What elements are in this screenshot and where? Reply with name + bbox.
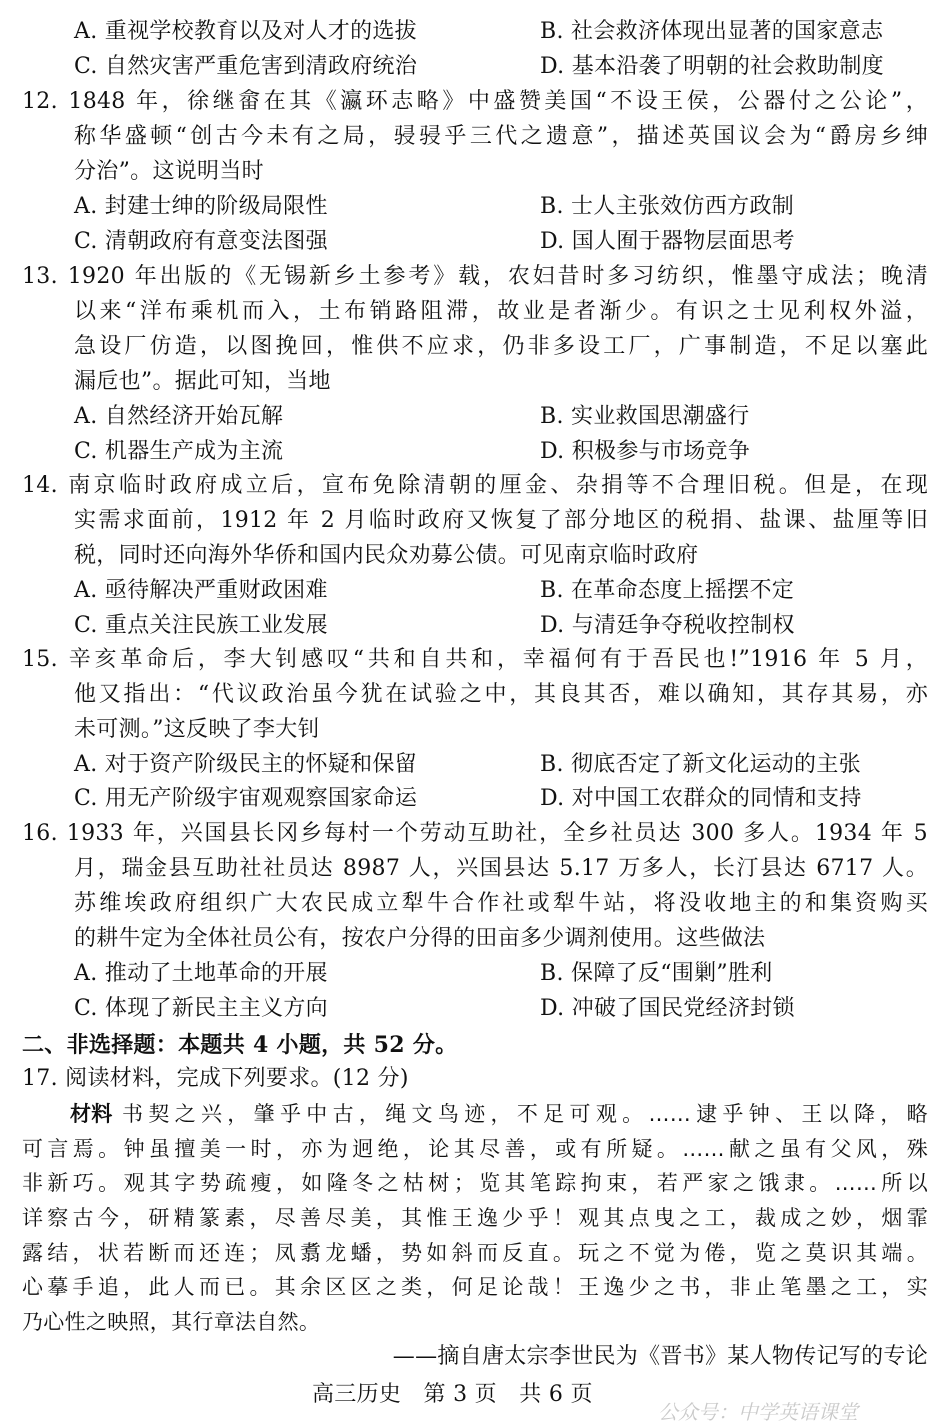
q13-option-a: A. 自然经济开始瓦解 [74, 404, 284, 429]
q14-option-d: D. 与清廷争夺税收控制权 [540, 613, 795, 638]
q16-option-a: A. 推动了土地革命的开展 [74, 961, 328, 986]
q13-option-d: D. 积极参与市场竞争 [540, 439, 751, 464]
q14-stem-line-2: 实需求面前，1912 年 2 月临时政府又恢复了部分地区的税捐、盐课、盐厘等旧 [74, 508, 928, 533]
q11-option-b: B. 社会救济体现出显著的国家意志 [540, 19, 884, 44]
q14-option-c: C. 重点关注民族工业发展 [74, 613, 328, 638]
q13-stem-line-2: 以来“洋布乘机而入，土布销路阻滞，故业是者渐少。有识之士见利权外溢， [74, 299, 928, 324]
q16-stem-line-4: 的耕牛定为全体社员公有，按农户分得的田亩多少调剂使用。这些做法 [74, 926, 766, 951]
q14-option-a: A. 亟待解决严重财政困难 [74, 578, 328, 603]
section-heading: 二、非选择题：本题共 4 小题，共 52 分。 [22, 1032, 458, 1058]
q12-stem-line-2: 称华盛顿“创古今未有之局，骎骎乎三代之遗意”，描述英国议会为“爵房乡绅 [74, 124, 928, 149]
q15-option-a: A. 对于资产阶级民主的怀疑和保留 [74, 752, 417, 777]
material-line-1: 书契之兴，肇乎中古，绳文鸟迹，不足可观。……逮乎钟、王以降，略 [122, 1102, 928, 1126]
q15-stem-line-1: 15. 辛亥革命后，李大钊感叹“共和自共和，幸福何有于吾民也!”1916 年 5 月， [22, 647, 928, 672]
q16-stem-line-1: 16. 1933 年，兴国县长冈乡每村一个劳动互助社，全乡社员达 300 多人。1934 年 5 [22, 821, 928, 846]
material-source: ——摘自唐太宗李世民为《晋书》某人物传记写的专论 [392, 1344, 928, 1369]
q12-stem-line-1: 12. 1848 年，徐继畲在其《瀛环志略》中盛赞美国“不设王侯，公器付之公论”， [22, 89, 928, 114]
q15-stem-line-2: 他又指出：“代议政治虽今犹在试验之中，其良其否，难以确知，其存其易，亦 [74, 682, 928, 707]
watermark: 公众号：中学英语课堂 [658, 1400, 858, 1424]
q16-stem-line-3: 苏维埃政府组织广大农民成立犁牛合作社或犁牛站，将没收地主的和集资购买 [74, 891, 928, 916]
q12-option-d: D. 国人囿于器物层面思考 [540, 229, 795, 254]
q11-option-a: A. 重视学校教育以及对人才的选拔 [74, 19, 417, 44]
q13-stem-line-1: 13. 1920 年出版的《无锡新乡土参考》载，农妇昔时多习纺织，惟墨守成法；晚清 [22, 264, 928, 289]
q15-option-b: B. 彻底否定了新文化运动的主张 [540, 752, 861, 777]
q13-stem-line-3: 急设厂仿造，以图挽回，惟供不应求，仍非多设工厂，广事制造，不足以塞此 [74, 334, 928, 359]
material-line-7: 乃心性之映照，其行章法自然。 [22, 1310, 321, 1334]
q14-stem-line-3: 税，同时还向海外华侨和国内民众劝募公债。可见南京临时政府 [74, 543, 699, 568]
material-line-4: 详察古今，研精篆素，尽善尽美，其惟王逸少乎！观其点曳之工，裁成之妙，烟霏 [22, 1206, 928, 1230]
q15-stem-line-3: 未可测。”这反映了李大钊 [74, 717, 320, 742]
page-footer: 高三历史 第 3 页 共 6 页 [312, 1382, 593, 1407]
q11-option-d: D. 基本沿袭了明朝的社会救助制度 [540, 54, 884, 79]
q16-stem-line-2: 月，瑞金县互助社社员达 8987 人，兴国县达 5.17 万多人，长汀县达 6717 人。 [74, 856, 928, 881]
q13-option-c: C. 机器生产成为主流 [74, 439, 284, 464]
q16-option-b: B. 保障了反“围剿”胜利 [540, 961, 773, 986]
q12-option-c: C. 清朝政府有意变法图强 [74, 229, 328, 254]
q15-option-d: D. 对中国工农群众的同情和支持 [540, 786, 862, 811]
q11-option-c: C. 自然灾害严重危害到清政府统治 [74, 54, 418, 79]
material-line-5: 露结，状若断而还连；凤翥龙蟠，势如斜而反直。玩之不觉为倦，览之莫识其端。 [22, 1241, 928, 1265]
material-label: 材料 [70, 1102, 113, 1126]
q12-stem-line-3: 分治”。这说明当时 [74, 159, 264, 184]
q12-option-b: B. 士人主张效仿西方政制 [540, 194, 795, 219]
q13-option-b: B. 实业救国思潮盛行 [540, 404, 750, 429]
material-line-3: 非新巧。观其字势疏瘦，如隆冬之枯树；览其笔踪拘束，若严家之饿隶。……所以 [22, 1171, 928, 1195]
q14-option-b: B. 在革命态度上摇摆不定 [540, 578, 795, 603]
q13-stem-line-4: 漏卮也”。据此可知，当地 [74, 369, 331, 394]
q16-option-c: C. 体现了新民主主义方向 [74, 996, 328, 1021]
q16-option-d: D. 冲破了国民党经济封锁 [540, 996, 795, 1021]
q12-option-a: A. 封建士绅的阶级局限性 [74, 194, 328, 219]
q17-stem: 17. 阅读材料，完成下列要求。(12 分) [22, 1066, 409, 1091]
material-line-2: 可言焉。钟虽擅美一时，亦为迥绝，论其尽善，或有所疑。……献之虽有父风，殊 [22, 1137, 928, 1161]
q15-option-c: C. 用无产阶级宇宙观观察国家命运 [74, 786, 418, 811]
q14-stem-line-1: 14. 南京临时政府成立后，宣布免除清朝的厘金、杂捐等不合理旧税。但是，在现 [22, 473, 928, 498]
material-line-6: 心摹手追，此人而已。其余区区之类，何足论哉！王逸少之书，非止笔墨之工，实 [22, 1275, 928, 1299]
